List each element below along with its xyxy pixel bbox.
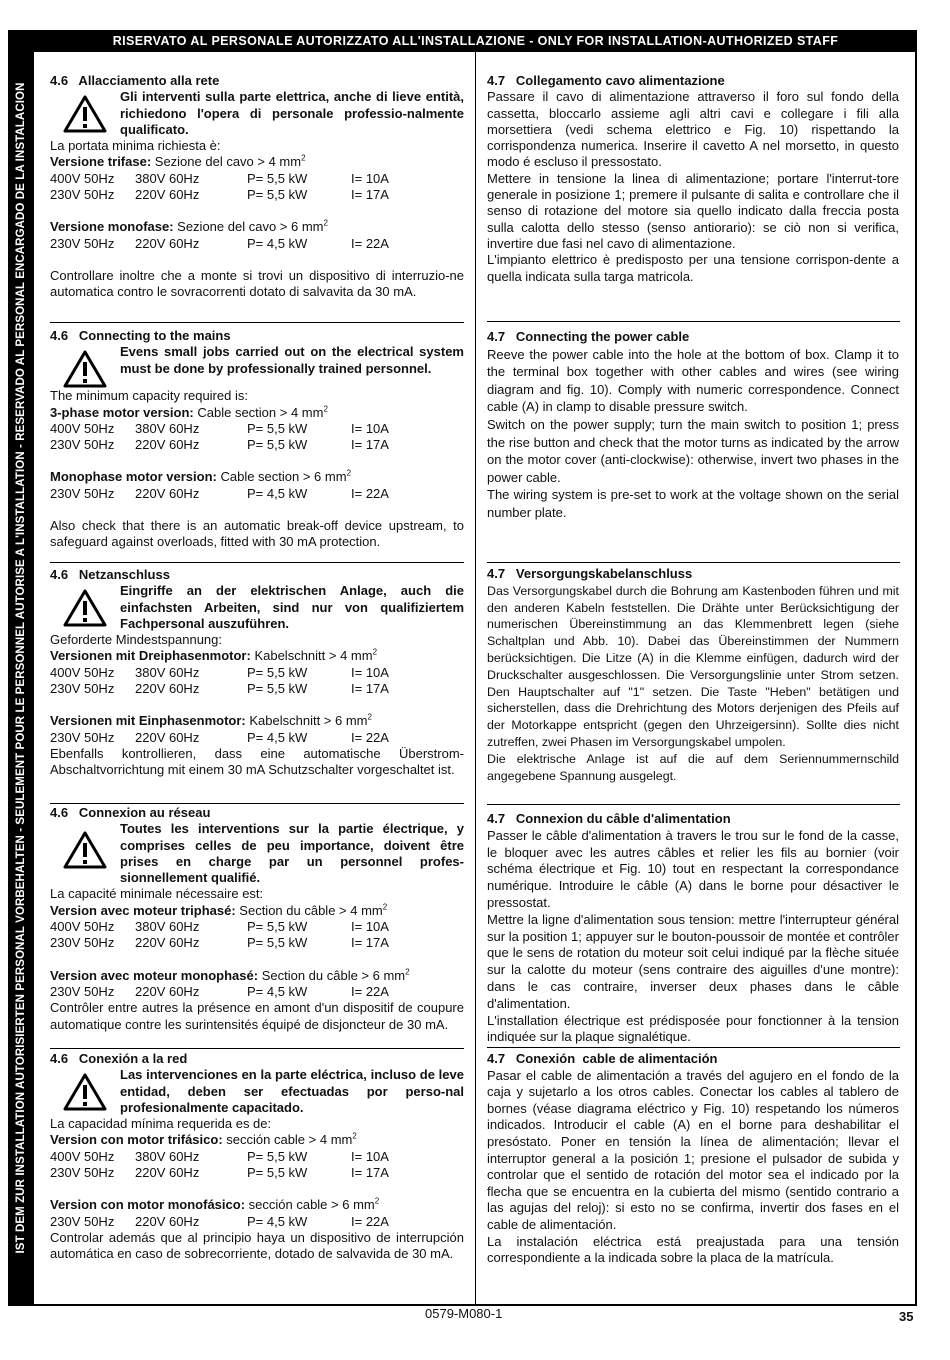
- spec-cell: 220V 60Hz: [135, 983, 200, 999]
- three-phase-label: 3-phase motor version:: [50, 404, 194, 420]
- three-phase-line: [50, 154, 464, 170]
- spec-row: [50, 681, 464, 697]
- monophase-section: Section du câble > 6 mm: [258, 967, 406, 983]
- spec-cell: I= 10A: [351, 170, 389, 186]
- superscript: 2: [382, 902, 388, 912]
- spec-cell: P= 5,5 kW: [247, 935, 308, 951]
- warning-triangle-icon: [50, 89, 120, 133]
- section-title: 4.7 Connecting the power cable: [487, 329, 690, 344]
- paragraph: Das Versorgungskabel durch die Bohrung am Kastenboden führen und mit den anderen Kabeln feststellen. Die Drähte unter Berücksichtigung der numerischen Übereinstimmung an das Klemmenbrett legen (siehe Schaltplan und Abb. 10). Dabei das Übereinstimmen der Nummern berücksichtigen. Die Litze (A) in die Klemme einfügen, dadurch wird der Druckschalter ausgeschlossen. Die Versorgungslinie unter Strom setzen. Den Hauptschalter auf "1" setzen. Die Taste "Heben" betätigen und sicherstellen, dass die Drehrichtung des Motors derjenigen des Pfeils auf der Motorkappe entspricht (gegen den Uhrzeigersinn). Sollte dies nicht zutreffen, zwei Phasen im Versorgungskabel umpolen.: [487, 583, 899, 749]
- paragraph: Pasar el cable de alimentación a través del agujero en el fondo de la caja y sujetarlo a los otros cables. Conectar los cables al tablero de bornes (véase diagrama eléctrico y Fig. 10) respetando los números indicados. Introducir el cable (A) en el borne para deshabilitar el presóstato. Poner en tensión la línea de alimentación; llevar el interruptor general a la posición 1; presione el pulsador de subida y controlar que el sentido de rotación del motor sea el indicado por la flecha que se encuentra en la cubierta del mismo (sentido contrario a las agujas del reloj): si esto no se confirma, invertir dos fases en el cable de alimentación.: [487, 1067, 899, 1232]
- spec-cell: I= 22A: [351, 485, 389, 501]
- spec-row: [50, 421, 464, 437]
- spec-cell: 380V 60Hz: [135, 1148, 200, 1164]
- spec-cell: 230V 50Hz: [50, 681, 115, 697]
- paragraph: L'impianto elettrico è predisposto per una tensione corrispon-dente a quella indicata sulla targa matricola.: [487, 252, 899, 284]
- three-phase-line: [50, 648, 464, 664]
- spec-cell: 230V 50Hz: [50, 437, 115, 453]
- section-de-cable: [487, 566, 899, 784]
- paragraph: The wiring system is pre-set to work at the voltage shown on the serial number plate.: [487, 487, 899, 520]
- note-text: Controllare inoltre che a monte si trovi un dispositivo di interruzio-ne automatica contro le sovracorrenti dotato di salvavita da 30 mA.: [50, 267, 464, 300]
- three-phase-label: Versionen mit Dreiphasenmotor:: [50, 648, 251, 664]
- section-it-mains: [50, 73, 464, 301]
- section-it-cable: [487, 73, 899, 285]
- spec-cell: 400V 50Hz: [50, 664, 115, 680]
- spec-cell: I= 22A: [351, 729, 389, 745]
- warning-text: Las intervenciones en la parte eléctrica, incluso de leve entidad, deben ser efectuadas por perso-nal profesionalmente capacitado.: [120, 1067, 464, 1115]
- spec-row: [50, 935, 464, 951]
- section-divider: [487, 321, 900, 322]
- superscript: 2: [374, 1197, 380, 1207]
- section-divider: [50, 322, 464, 323]
- warning-text: Evens small jobs carried out on the electrical system must be done by professionally trained personnel.: [120, 344, 464, 376]
- monophase-label: Version con motor monofásico:: [50, 1197, 246, 1213]
- monophase-line: [50, 219, 464, 235]
- monophase-label: Version avec moteur monophasé:: [50, 967, 259, 983]
- spec-cell: 230V 50Hz: [50, 1165, 115, 1181]
- spec-row: [50, 437, 464, 453]
- spec-cell: 230V 50Hz: [50, 935, 115, 951]
- section-fr-cable: [487, 811, 899, 1046]
- spec-row: [50, 171, 464, 187]
- spec-cell: 220V 60Hz: [135, 681, 200, 697]
- spec-cell: I= 10A: [351, 1148, 389, 1164]
- spec-cell: 380V 60Hz: [135, 919, 200, 935]
- warning-block: [50, 89, 464, 138]
- warning-triangle-icon: [50, 344, 120, 388]
- section-es-cable: [487, 1051, 899, 1267]
- spec-cell: 220V 60Hz: [135, 187, 200, 203]
- monophase-line: [50, 469, 464, 485]
- section-title: 4.7 Versorgungskabelanschluss: [487, 566, 693, 581]
- spec-cell: 220V 60Hz: [135, 1165, 200, 1181]
- spec-cell: P= 5,5 kW: [247, 1148, 308, 1164]
- warning-block: [50, 821, 464, 886]
- warning-block: [50, 1067, 464, 1116]
- spec-cell: P= 4,5 kW: [247, 235, 308, 251]
- spec-row: [50, 919, 464, 935]
- warning-text: Gli interventi sulla parte elettrica, anche di lieve entità, richiedono l'opera di personale professio-nalmente qualificato.: [120, 89, 464, 137]
- three-phase-label: Version con motor trifásico:: [50, 1132, 223, 1148]
- section-en-cable: [487, 328, 899, 522]
- paragraph: La instalación eléctrica está preajustada para una tensión correspondiente a la indicada sobre la placa de la matrícula.: [487, 1233, 899, 1266]
- paragraph: Mettre la ligne d'alimentation sous tension: mettre l'interrupteur général sur la position 1; appuyer sur le bouton-poussoir de montée et contrôler que le sens de rotation du moteur soit celui indiqué par la flèche située sur la calotte du moteur (sens contraire des aiguilles d'une montre): dans le cas contraire, inverser deux phases dans le câble d'alimentation.: [487, 911, 899, 1011]
- spec-cell: I= 10A: [351, 919, 389, 935]
- min-capacity-text: La portata minima richiesta è:: [50, 138, 221, 154]
- note-text: Controlar además que al principio haya un dispositivo de interrupción automática en caso de sobrecorriente, dotado de salvavida de 30 mA.: [50, 1229, 464, 1262]
- monophase-label: Monophase motor version:: [50, 469, 217, 485]
- spec-cell: 380V 60Hz: [135, 170, 200, 186]
- three-phase-section: Sezione del cavo > 4 mm: [151, 154, 302, 170]
- spec-cell: I= 17A: [351, 681, 389, 697]
- document-code: 0579-M080-1: [425, 1306, 503, 1321]
- column-divider: [475, 52, 476, 1306]
- spec-cell: P= 4,5 kW: [247, 485, 308, 501]
- section-de-mains: [50, 567, 464, 779]
- spec-cell: 230V 50Hz: [50, 729, 115, 745]
- spec-row: [50, 665, 464, 681]
- three-phase-label: Version avec moteur triphasé:: [50, 902, 236, 918]
- spec-row: [50, 984, 464, 1000]
- monophase-section: Kabelschnitt > 6 mm: [245, 713, 368, 729]
- paragraph: Passer le câble d'alimentation à travers le trou sur le fond de la casse, le bloquer avec les autres câbles et relier les fils au bornier (voir schéma électrique et Fig. 10) tout en respectant la correspondance numérique. Introduire le câble (A) dans le borne pour désactiver le pressostat.: [487, 827, 899, 910]
- section-title: 4.7 Collegamento cavo alimentazione: [487, 73, 725, 88]
- spec-cell: 220V 60Hz: [135, 485, 200, 501]
- section-title: 4.6 Allacciamento alla rete: [50, 73, 220, 88]
- spec-cell: P= 4,5 kW: [247, 729, 308, 745]
- spec-cell: P= 5,5 kW: [247, 170, 308, 186]
- sidebar-text: IST DEM ZUR INSTALLATION AUTORISIERTEN PERSONAL VORBEHALTEN - SEULEMENT POUR LE PERSONNEL AUTORISE A L'INSTALLATION - RESERVADO AL PERSONAL ENCARGADO DE LA INSTALACION: [15, 82, 27, 1254]
- superscript: 2: [301, 154, 306, 164]
- min-capacity-text: La capacité minimale nécessaire est:: [50, 886, 264, 902]
- monophase-section: Cable section > 6 mm: [216, 469, 347, 485]
- spec-cell: P= 5,5 kW: [247, 420, 308, 436]
- warning-triangle-icon: [50, 1067, 120, 1111]
- spec-cell: 220V 60Hz: [135, 235, 200, 251]
- monophase-line: [50, 713, 464, 729]
- spec-cell: 400V 50Hz: [50, 1148, 115, 1164]
- spec-cell: P= 5,5 kW: [247, 681, 308, 697]
- spec-cell: 230V 50Hz: [50, 187, 115, 203]
- spec-cell: P= 5,5 kW: [247, 187, 308, 203]
- spec-cell: P= 5,5 kW: [247, 437, 308, 453]
- paragraph: Reeve the power cable into the hole at the bottom of box. Clamp it to the terminal box together with other cables and wires (see wiring diagram and fig. 10). Comply with numeric correspondence. Connect cable (A) in clamp to disable pressure switch.: [487, 346, 899, 415]
- spec-row: [50, 1165, 464, 1181]
- sidebar-vertical-banner: [8, 30, 34, 1306]
- spec-cell: 220V 60Hz: [135, 1213, 200, 1229]
- spec-cell: P= 4,5 kW: [247, 983, 308, 999]
- section-es-mains: [50, 1051, 464, 1263]
- three-phase-section: Kabelschnitt > 4 mm: [250, 648, 373, 664]
- spec-row: [50, 1214, 464, 1230]
- section-title: 4.6 Conexión a la red: [50, 1051, 188, 1066]
- spec-cell: 400V 50Hz: [50, 919, 115, 935]
- monophase-line: [50, 1197, 464, 1213]
- superscript: 2: [405, 967, 410, 977]
- spec-cell: I= 17A: [351, 935, 389, 951]
- section-title: 4.7 Connexion du câble d'alimentation: [487, 811, 731, 826]
- three-phase-label: Versione trifase:: [50, 154, 152, 170]
- three-phase-section: Cable section > 4 mm: [193, 404, 324, 420]
- spec-row: [50, 730, 464, 746]
- note-text: Contrôler entre autres la présence en amont d'un dispositif de coupure automatique contre les surintensités équipé de disjoncteur de 30 mA.: [50, 1000, 464, 1032]
- spec-cell: 220V 60Hz: [135, 437, 200, 453]
- superscript: 2: [352, 1132, 357, 1142]
- spec-cell: 230V 50Hz: [50, 1213, 115, 1229]
- section-title: 4.7 Conexión cable de alimentación: [487, 1051, 718, 1066]
- header-banner: RISERVATO AL PERSONALE AUTORIZZATO ALL'INSTALLAZIONE - ONLY FOR INSTALLATION-AUTHORIZED STAFF: [34, 30, 917, 52]
- spec-cell: 400V 50Hz: [50, 420, 115, 436]
- section-divider: [50, 562, 464, 563]
- three-phase-line: [50, 903, 464, 919]
- warning-triangle-icon: [50, 821, 120, 869]
- note-text: Also check that there is an automatic break-off device upstream, to safeguard against overloads, fitted with 30 mA protection.: [50, 518, 464, 550]
- warning-block: [50, 344, 464, 388]
- warning-triangle-icon: [50, 583, 120, 627]
- spec-cell: P= 4,5 kW: [247, 1213, 308, 1229]
- three-phase-line: [50, 405, 464, 421]
- spec-cell: P= 5,5 kW: [247, 919, 308, 935]
- paragraph: Switch on the power supply; turn the main switch to position 1; press the rise button and check that the motor turns as indicated by the arrow on the motor cover (anti-clockwise): otherwise, invert two phases in the power cable.: [487, 416, 899, 485]
- section-title: 4.6 Connexion au réseau: [50, 805, 211, 820]
- spec-row: [50, 1149, 464, 1165]
- paragraph: Mettere in tensione la linea di alimentazione; portare l'interrut-tore generale in posizione 1; premere il pulsante di salita e controllare che il senso di rotazione del motore sia quello indicato dalla freccia posta sulla calotta dello stesso (senso antiorario): se ciò non si verifica, invertire due fasi nel cavo di alimentazione.: [487, 170, 899, 251]
- spec-cell: I= 22A: [351, 983, 389, 999]
- spec-cell: 220V 60Hz: [135, 935, 200, 951]
- spec-cell: 230V 50Hz: [50, 235, 115, 251]
- section-divider: [487, 804, 900, 805]
- section-divider: [487, 562, 900, 563]
- section-divider: [50, 803, 464, 804]
- superscript: 2: [323, 219, 328, 229]
- spec-cell: I= 17A: [351, 437, 389, 453]
- monophase-line: [50, 968, 464, 984]
- spec-cell: I= 17A: [351, 1165, 389, 1181]
- page-number: 35: [899, 1309, 914, 1324]
- min-capacity-text: La capacidad mínima requerida es de:: [50, 1116, 272, 1132]
- spec-row: [50, 236, 464, 252]
- paragraph: L'installation électrique est prédisposée pour fonctionner à la tension indiquée sur la plaque signalétique.: [487, 1012, 899, 1045]
- spec-cell: I= 22A: [351, 1213, 389, 1229]
- spec-row: [50, 486, 464, 502]
- section-title: 4.6 Connecting to the mains: [50, 328, 231, 343]
- superscript: 2: [323, 404, 328, 414]
- spec-cell: P= 5,5 kW: [247, 1165, 308, 1181]
- monophase-label: Versionen mit Einphasenmotor:: [50, 713, 246, 729]
- three-phase-section: sección cable > 4 mm: [222, 1132, 353, 1148]
- spec-cell: I= 17A: [351, 187, 389, 203]
- spec-cell: 400V 50Hz: [50, 170, 115, 186]
- superscript: 2: [346, 469, 352, 479]
- section-divider: [50, 1048, 464, 1049]
- spec-cell: 380V 60Hz: [135, 664, 200, 680]
- monophase-label: Versione monofase:: [50, 219, 174, 235]
- min-capacity-text: Geforderte Mindestspannung:: [50, 632, 222, 648]
- three-phase-section: Section du câble > 4 mm: [235, 902, 383, 918]
- warning-block: [50, 583, 464, 632]
- superscript: 2: [367, 713, 372, 723]
- three-phase-line: [50, 1132, 464, 1148]
- spec-row: [50, 187, 464, 203]
- section-title: 4.6 Netzanschluss: [50, 567, 170, 582]
- spec-cell: I= 22A: [351, 235, 389, 251]
- note-text: Ebenfalls kontrollieren, dass eine automatische Überstrom-Abschaltvorrichtung mit einem 30 mA Schutzschalter vorgeschaltet ist.: [50, 745, 464, 778]
- monophase-section: Sezione del cavo > 6 mm: [173, 219, 324, 235]
- min-capacity-text: The minimum capacity required is:: [50, 388, 248, 404]
- monophase-section: sección cable > 6 mm: [245, 1197, 375, 1213]
- superscript: 2: [372, 648, 378, 658]
- paragraph: Die elektrische Anlage ist auf die auf dem Seriennummernschild angegebene Spannung ausgelegt.: [487, 751, 899, 783]
- section-divider: [487, 1047, 900, 1048]
- spec-cell: I= 10A: [351, 664, 389, 680]
- warning-text: Eingriffe an der elektrischen Anlage, auch die einfachsten Arbeiten, sind nur von qualifiziertem Fachpersonal auszuführen.: [120, 583, 464, 631]
- section-fr-mains: [50, 805, 464, 1033]
- warning-text: Toutes les interventions sur la partie électrique, y comprises celles de peu importance, doivent être prises en charge par un personnel profes-sionnellement qualifié.: [120, 821, 464, 886]
- spec-cell: I= 10A: [351, 420, 389, 436]
- section-en-mains: [50, 328, 464, 551]
- spec-cell: 220V 60Hz: [135, 729, 200, 745]
- spec-cell: 380V 60Hz: [135, 420, 200, 436]
- paragraph: Passare il cavo di alimentazione attraverso il foro sul fondo della cassetta, bloccarlo assieme agli altri cavi e collegare i fili alla morsettiera (vedi schema elettrico e Fig. 10) rispettando la corrispondenza numerica. Inserire il cavetto A nel morsetto, in questo modo é escluso il pressostato.: [487, 89, 899, 170]
- spec-cell: P= 5,5 kW: [247, 664, 308, 680]
- spec-cell: 230V 50Hz: [50, 485, 115, 501]
- spec-cell: 230V 50Hz: [50, 983, 115, 999]
